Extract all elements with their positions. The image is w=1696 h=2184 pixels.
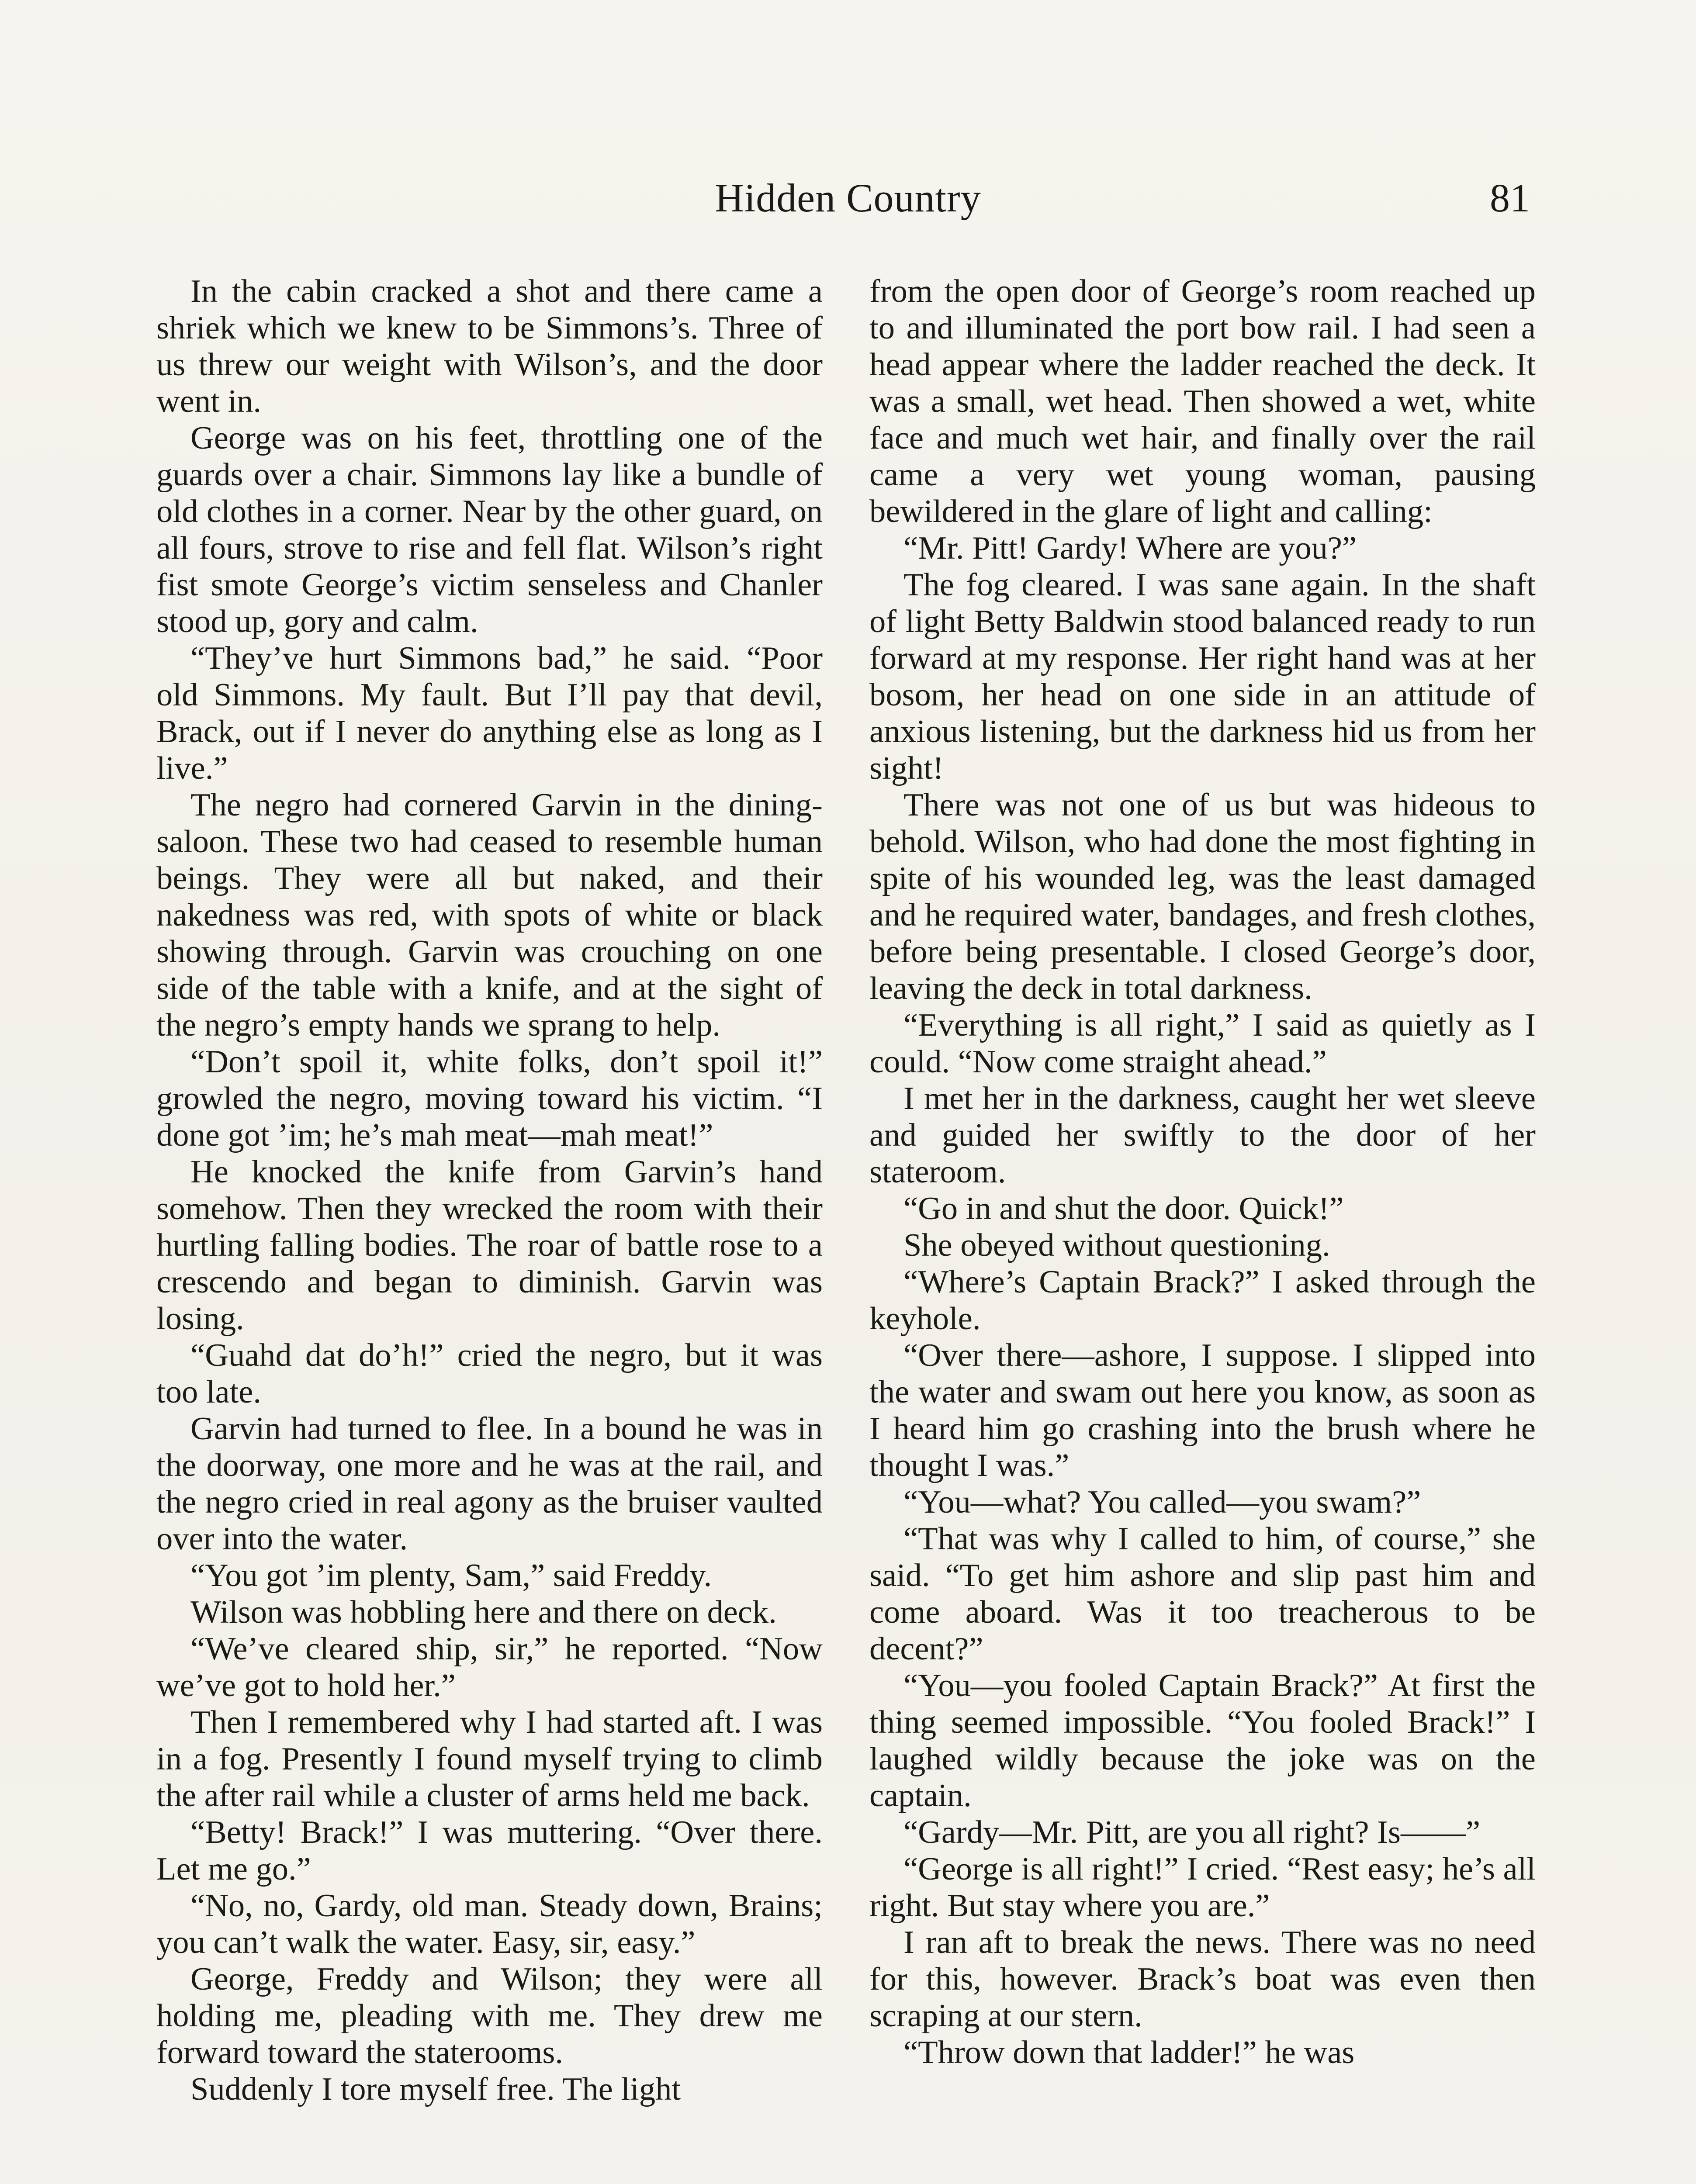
paragraph: “Throw down that ladder!” he was bbox=[903, 2035, 1355, 2070]
paragraph: “Mr. Pitt! Gardy! Where are you?” bbox=[903, 530, 1357, 566]
paragraph: George, Freddy and Wilson; they were all holding me, pleading with me. They drew me forward toward the staterooms. bbox=[156, 1961, 823, 2070]
paragraph: “They’ve hurt Simmons bad,” he said. “Poor old Simmons. My fault. But I’ll pay that devil, Brack, out if I never do anything else as long as I live.” bbox=[156, 640, 823, 786]
left-column bbox=[156, 273, 823, 2108]
paragraph: The negro had cornered Garvin in the dining-saloon. These two had ceased to resemble human beings. They were all but naked, and their nakedness was red, with spots of white or black showing through. Garvin was crouching on one side of the table with a knife, and at the sight of the negro’s empty hands we sprang to help. bbox=[156, 787, 823, 1043]
paragraph: “You—you fooled Captain Brack?” At first the thing seemed impossible. “You fooled Brack!” I laughed wildly because the joke was on the captain. bbox=[869, 1668, 1536, 1814]
paragraph: The fog cleared. I was sane again. In the shaft of light Betty Baldwin stood balanced ready to run forward at my response. Her right hand was at her bosom, her head on one side in an attitude of anxious listening, but the darkness hid us from her sight! bbox=[869, 567, 1536, 786]
paragraph: “That was why I called to him, of course,” she said. “To get him ashore and slip past him and come aboard. Was it too treacherous to be decent?” bbox=[869, 1521, 1536, 1667]
page-number: 81 bbox=[1490, 176, 1530, 220]
paragraph: George was on his feet, throttling one of the guards over a chair. Simmons lay like a bundle of old clothes in a corner. Near by the other guard, on all fours, strove to rise and fell flat. Wilson’s right fist smote George’s victim senseless and Chanler stood up, gory and calm. bbox=[156, 420, 823, 639]
paragraph: Then I remembered why I had started aft. I was in a fog. Presently I found myself trying to climb the after rail while a cluster of arms held me back. bbox=[156, 1704, 823, 1814]
paragraph: She obeyed without questioning. bbox=[903, 1227, 1330, 1263]
paragraph: “Over there—ashore, I suppose. I slipped into the water and swam out here you know, as soon as I heard him go crashing into the brush where he thought I was.” bbox=[869, 1337, 1536, 1483]
paragraph: I met her in the darkness, caught her wet sleeve and guided her swiftly to the door of her stateroom. bbox=[869, 1081, 1536, 1190]
paragraph: “You got ’im plenty, Sam,” said Freddy. bbox=[190, 1558, 712, 1593]
paragraph: “No, no, Gardy, old man. Steady down, Brains; you can’t walk the water. Easy, sir, easy.” bbox=[156, 1888, 823, 1960]
paragraph: I ran aft to break the news. There was no need for this, however. Brack’s boat was even then scraping at our stern. bbox=[869, 1925, 1536, 2034]
paragraph: He knocked the knife from Garvin’s hand somehow. Then they wrecked the room with their hurtling falling bodies. The roar of battle rose to a crescendo and began to diminish. Garvin was losing. bbox=[156, 1154, 823, 1337]
paragraph: “Everything is all right,” I said as quietly as I could. “Now come straight ahead.” bbox=[869, 1007, 1536, 1080]
paragraph: Garvin had turned to flee. In a bound he was in the doorway, one more and he was at the rail, and the negro cried in real agony as the bruiser vaulted over into the water. bbox=[156, 1411, 823, 1557]
paragraph: Wilson was hobbling here and there on deck. bbox=[190, 1594, 777, 1630]
paragraph: “Betty! Brack!” I was muttering. “Over there. Let me go.” bbox=[156, 1814, 823, 1887]
paragraph: “Go in and shut the door. Quick!” bbox=[903, 1191, 1344, 1227]
paragraph: “Don’t spoil it, white folks, don’t spoil it!” growled the negro, moving toward his victim. “I done got ’im; he’s mah meat—mah meat!” bbox=[156, 1044, 823, 1153]
paragraph: “George is all right!” I cried. “Rest easy; he’s all right. But stay where you are.” bbox=[869, 1851, 1536, 1924]
right-column bbox=[869, 273, 1536, 2071]
paragraph: “Gardy—Mr. Pitt, are you all right? Is——” bbox=[903, 1814, 1481, 1850]
paragraph: “We’ve cleared ship, sir,” he reported. “Now we’ve got to hold her.” bbox=[156, 1631, 823, 1704]
paragraph: There was not one of us but was hideous to behold. Wilson, who had done the most fighting in spite of his wounded leg, was the least damaged and he required water, bandages, and fresh clothes, before being presentable. I closed George’s door, leaving the deck in total darkness. bbox=[869, 787, 1536, 1006]
paragraph: “Where’s Captain Brack?” I asked through the keyhole. bbox=[869, 1264, 1536, 1337]
running-title: Hidden Country bbox=[715, 176, 981, 220]
paragraph: In the cabin cracked a shot and there came a shriek which we knew to be Simmons’s. Three of us threw our weight with Wilson’s, and the door went in. bbox=[156, 273, 823, 419]
paragraph: Suddenly I tore myself free. The light bbox=[190, 2071, 681, 2107]
paragraph: “Guahd dat do’h!” cried the negro, but it was too late. bbox=[156, 1337, 823, 1410]
paragraph: from the open door of George’s room reached up to and illuminated the port bow rail. I had seen a head appear where the ladder reached the deck. It was a small, wet head. Then showed a wet, white face and much wet hair, and finally over the rail came a very wet young woman, pausing bewildered in the glare of light and calling: bbox=[869, 273, 1536, 529]
paragraph: “You—what? You called—you swam?” bbox=[903, 1484, 1421, 1520]
